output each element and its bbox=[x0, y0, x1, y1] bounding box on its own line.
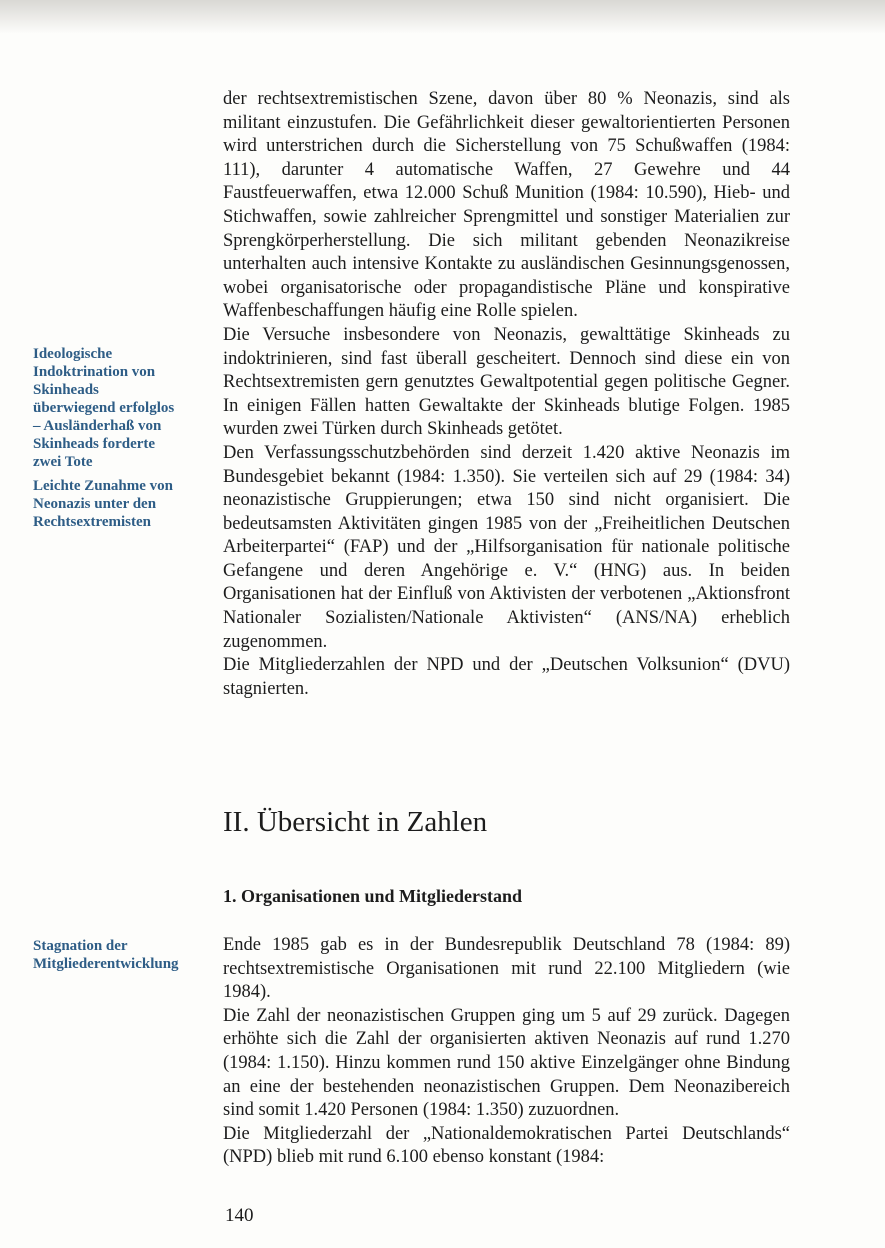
margin-note-skinheads: Ideologische Indoktrination von Skinheads überwiegend erfolglos – Ausländerhaß von Skinheads forderte zwei Tote bbox=[33, 346, 175, 470]
section-title: II. Übersicht in Zahlen bbox=[223, 806, 488, 838]
subsection-title: 1. Organisationen und Mitgliederstand bbox=[223, 886, 523, 906]
paragraph: Ende 1985 gab es in der Bundesrepublik Deutschland 78 (1984: 89) rechtsextremistische Organisationen mit rund 22.100 Mitgliedern (wie 1984). bbox=[223, 935, 790, 1003]
page-number: 140 bbox=[225, 1205, 254, 1226]
paragraph: Die Mitgliederzahl der „Nationaldemokratischen Partei Deutschlands“ (NPD) blieb mit rund 6.100 ebenso konstant (1984: bbox=[223, 1123, 790, 1168]
margin-note-neonazis: Leichte Zunahme von Neonazis unter den Rechtsextremisten bbox=[33, 478, 174, 530]
body-text-bottom bbox=[223, 934, 790, 1170]
paragraph: Die Mitgliederzahlen der NPD und der „Deutschen Volksunion“ (DVU) stagnierten. bbox=[223, 655, 790, 699]
page-top-shadow bbox=[0, 0, 885, 34]
paragraph: Die Versuche insbesondere von Neonazis, gewalttätige Skinheads zu indoktrinieren, sind fast überall gescheitert. Dennoch sind diese ein von Rechtsextremisten gern genutztes Gewaltpotential gegen politische Gegner. In einigen Fällen hatten Gewaltakte der Skinheads blutige Folgen. 1985 wurden zwei Türken durch Skinheads getötet. bbox=[223, 324, 790, 440]
paragraph: Die Zahl der neonazistischen Gruppen ging um 5 auf 29 zurück. Dagegen erhöhte sich die Zahl der organisierten aktiven Neonazis auf rund 1.270 (1984: 1.150). Hinzu kommen rund 150 aktive Einzelgänger ohne Bindung an eine der bestehenden neonazistischen Gruppen. Dem Neonazibereich sind somit 1.420 Personen (1984: 1.350) zuzuordnen. bbox=[223, 1005, 790, 1121]
body-text-top bbox=[223, 88, 790, 701]
margin-notes-top bbox=[33, 345, 181, 537]
paragraph: Den Verfassungsschutzbehörden sind derzeit 1.420 aktive Neonazis im Bundesgebiet bekannt (1984: 1.350). Sie verteilen sich auf 29 (1984: 34) neonazistische Gruppierungen; etwa 150 sind nicht organisiert. Die bedeutsamsten Aktivitäten gingen 1985 von der „Freiheitlichen Deutschen Arbeiterpartei“ (FAP) und der „Hilfsorganisation für nationale politische Gefangene und deren Angehörige e. V.“ (HNG) aus. In beiden Organisationen hat der Einfluß von Aktivisten der verbotenen „Aktionsfront Nationaler Sozialisten/Nationale Aktivisten“ (ANS/NA) erheblich zugenommen. bbox=[223, 442, 790, 652]
paragraph: der rechtsextremistischen Szene, davon über 80 % Neonazis, sind als militant einzustufen. Die Gefährlichkeit dieser gewaltorientierten Personen wird unterstrichen durch die Sicherstellung von 75 Schußwaffen (1984: 111), darunter 4 automatische Waffen, 27 Gewehre und 44 Faustfeuerwaffen, etwa 12.000 Schuß Munition (1984: 10.590), Hieb- und Stichwaffen, sowie zahlreicher Sprengmittel und sonstiger Materialien zur Sprengkörperherstellung. Die sich militant gebenden Neonazikreise unterhalten auch intensive Kontakte zu ausländischen Gesinnungsgenossen, wobei organisatorische oder propagandistische Pläne und konspirative Waffenbeschaffungen häufig eine Rolle spielen. bbox=[223, 89, 790, 322]
margin-note-bottom bbox=[33, 937, 181, 979]
margin-note-stagnation: Stagnation der Mitgliederentwicklung bbox=[33, 938, 179, 972]
